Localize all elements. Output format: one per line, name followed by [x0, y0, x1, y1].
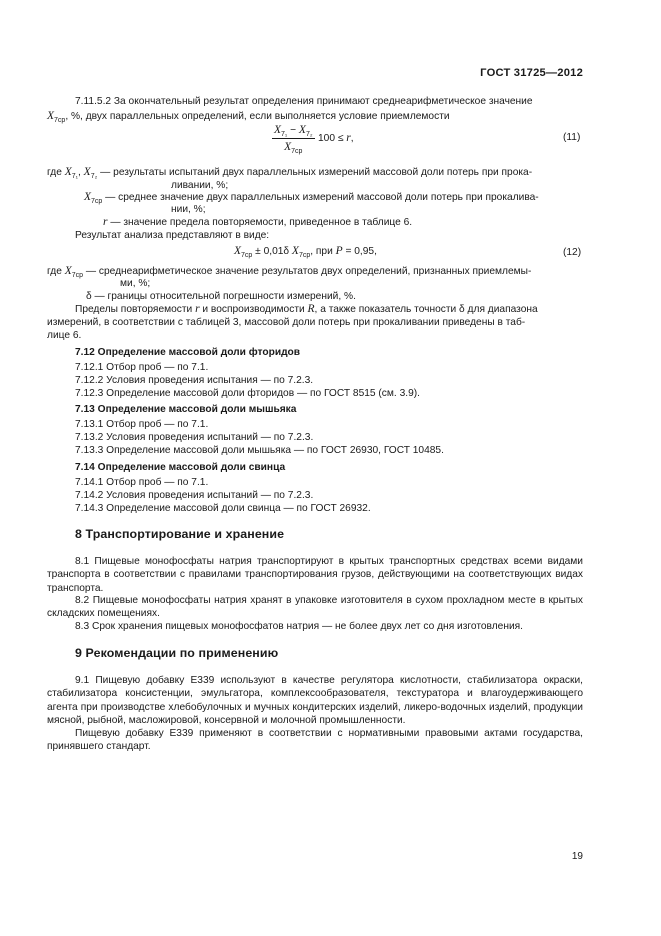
symbol-x: X	[47, 110, 55, 122]
where2-line1b: ми, %;	[120, 278, 151, 289]
where1-line2b: нии, %;	[171, 204, 206, 215]
para-8-3: 8.3 Срок хранения пищевых монофосфатов натрия — не более двух лет со дня изготовления.	[75, 621, 523, 632]
page-number: 19	[571, 851, 583, 862]
heading-section-8: 8 Транспортирование и хранение	[75, 527, 285, 541]
item-7-14-2: 7.14.2 Условия проведения испытаний — по 7.2.3.	[75, 490, 314, 501]
para-7-11-5-2-line2	[47, 110, 583, 123]
formula-12: $X_{7ср} \pm 0,01\delta$ $X_{7ср}$, при P = 0,95,	[234, 245, 377, 259]
result-intro: Результат анализа представляют в виде:	[75, 230, 270, 241]
heading-section-9: 9 Рекомендации по применению	[75, 646, 279, 660]
para-7-11-5-2-line1: 7.11.5.2 За окончательный результат определения принимают среднеарифметическое значение	[75, 96, 533, 107]
where1-line2: $X_{7ср}$ — среднее значение двух параллельных измерений массовой доли потерь при прокалива-	[84, 191, 539, 205]
item-7-14-3: 7.14.3 Определение массовой доли свинца — по ГОСТ 26932.	[75, 503, 371, 514]
para-9-1: 9.1 Пищевую добавку Е339 используют в качестве регулятора кислотности, стабилизатора окраски, стабилизатора консистенции, эмульгатора, комплексообразователя, текстуратора и влагоудерживающего агента при производстве хлебобулочных и мучных кондитерских изделий, ликеро-водочных изделий, продукции мясной, рыбной, масложировой, консервной и молочной промышленности.	[47, 675, 583, 727]
where2-line2: δ — границы относительной погрешности измерений, %.	[86, 291, 356, 302]
formula-11-rhs: 100 ≤ r,	[318, 132, 354, 144]
item-7-14-1: 7.14.1 Отбор проб — по 7.1.	[75, 477, 209, 488]
heading-7-12: 7.12 Определение массовой доли фторидов	[75, 347, 301, 358]
item-7-13-3: 7.13.3 Определение массовой доли мышьяка — по ГОСТ 26930, ГОСТ 10485.	[75, 445, 444, 456]
item-7-13-1: 7.13.1 Отбор проб — по 7.1.	[75, 419, 209, 430]
heading-7-13: 7.13 Определение массовой доли мышьяка	[75, 404, 297, 415]
formula-11-numerator: $X_{7_1} - X_{7_2}$	[274, 124, 313, 138]
item-7-13-2: 7.13.2 Условия проведения испытаний — по 7.2.3.	[75, 432, 314, 443]
formula-12-number: (12)	[563, 247, 582, 258]
item-7-12-1: 7.12.1 Отбор проб — по 7.1.	[75, 362, 209, 373]
para-8-2: 8.2 Пищевые монофосфаты натрия хранят в упаковке изготовителя в сухом прохладном месте в крытых складских помещениях.	[47, 595, 583, 620]
where2-line1: где $X_{7ср}$ — среднеарифметическое значение результатов двух определений, признанных приемлемы-	[47, 265, 532, 279]
para-8-1: 8.1 Пищевые монофосфаты натрия транспортируют в крытых транспортных средствах всеми видами транспорта в соответствии с правилами транспортирования грузов, действующими на соответствующих видах транспорта.	[47, 556, 583, 594]
formula-11-fraction	[272, 124, 315, 155]
item-7-12-2: 7.12.2 Условия проведения испытания — по 7.2.3.	[75, 375, 314, 386]
document-header: ГОСТ 31725—2012	[480, 67, 583, 79]
where1-line1: где $X_{7_1}$, $X_{7_2}$ — результаты испытаний двух параллельных измерений массовой доли потерь при прока-	[47, 166, 533, 180]
limits-line1: Пределы повторяемости r и воспроизводимости R, а также показатель точности δ для диапазона	[75, 303, 538, 315]
sub-7cp: 7ср	[54, 117, 66, 124]
para-7-11-5-2-line2-rest: , %, двух параллельных определений, если выполняется условие приемлемости	[65, 111, 450, 122]
heading-7-14: 7.14 Определение массовой доли свинца	[75, 462, 286, 473]
limits-line3: лице 6.	[47, 330, 82, 341]
formula-11-denominator: $X_{7ср}$	[284, 141, 303, 156]
para-9-2: Пищевую добавку Е339 применяют в соответствии с нормативными правовыми актами государства, принявшего стандарт.	[47, 728, 583, 753]
item-7-12-3: 7.12.3 Определение массовой доли фторидов — по ГОСТ 8515 (см. 3.9).	[75, 388, 420, 399]
formula-11-number: (11)	[563, 132, 581, 143]
where1-line1b: ливании, %;	[171, 180, 229, 191]
where1-line3: r — значение предела повторяемости, приведенное в таблице 6.	[103, 216, 413, 228]
limits-line2: измерений, в соответствии с таблицей 3, массовой доли потерь при прокаливании приведены в таб-	[47, 317, 526, 328]
